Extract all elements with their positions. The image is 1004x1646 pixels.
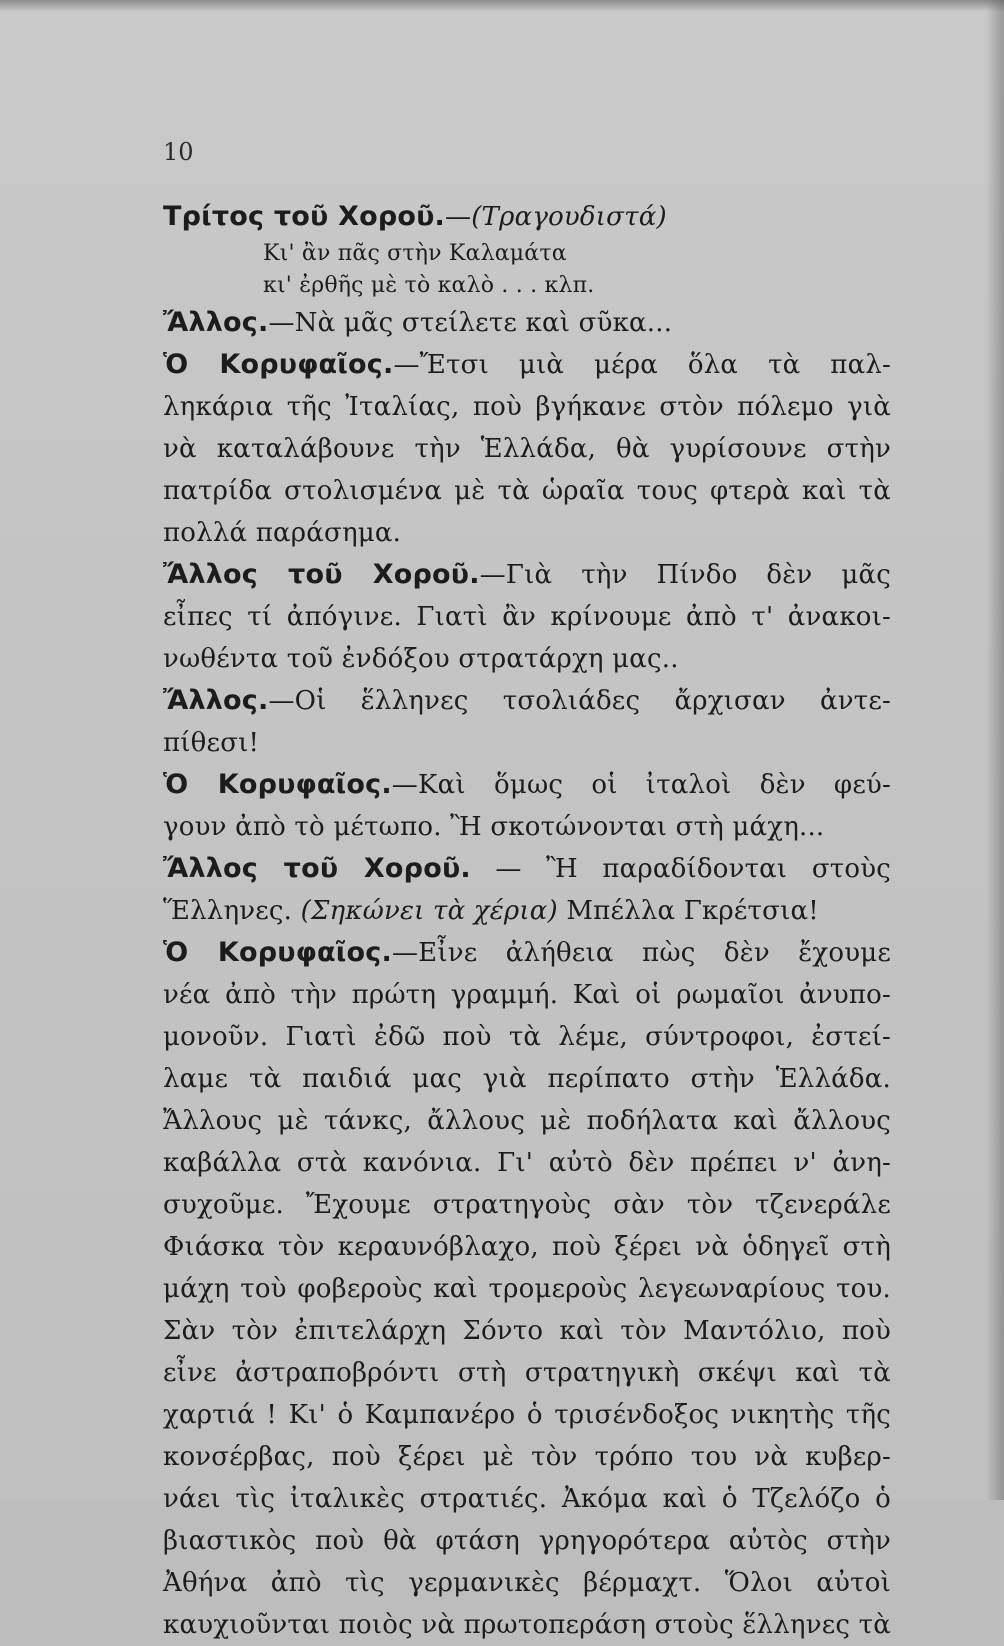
text-line	[163, 270, 891, 302]
text-line	[163, 680, 891, 722]
text-line	[163, 1310, 891, 1352]
line-text: μονοῦν. Γιατὶ ἐδῶ ποὺ τὰ λέμε, σύντροφοι, ἐστεί-	[163, 1022, 891, 1052]
line-text: νάει τὶς ἰταλικὲς στρατιές. Ἀκόμα καὶ ὁ Τζελόζο ὁ	[163, 1484, 891, 1514]
text-line	[163, 1268, 891, 1310]
speaker-name: Τρίτος τοῦ Χοροῦ.	[163, 201, 445, 232]
text-line	[163, 722, 891, 764]
line-text: πατρίδα στολισμένα μὲ τὰ ὡραῖα τους φτερὰ καὶ τὰ	[163, 476, 891, 506]
line-text: εἶπες τί ἀπόγινε. Γιατὶ ἂν κρίνουμε ἀπὸ τ' ἀνακοι-	[163, 602, 891, 632]
line-text: —Γιὰ τὴν Πίνδο δὲν μᾶς	[479, 560, 891, 590]
text-line	[163, 1604, 891, 1646]
text-line	[163, 890, 891, 932]
text-line	[163, 638, 891, 680]
line-text: χαρτιά ! Κι' ὁ Καμπανέρο ὁ τρισένδοξος νικητὴς τῆς	[163, 1400, 891, 1430]
text-line	[163, 1352, 891, 1394]
line-text: μάχη τοὺ φοβεροὺς καὶ τρομεροὺς λεγεωναρίους του.	[163, 1274, 891, 1304]
line-text: —Καὶ ὅμως οἱ ἰταλοὶ δὲν φεύ-	[391, 770, 891, 800]
text-line	[163, 1478, 891, 1520]
line-text: νέα ἀπὸ τὴν πρώτη γραμμή. Καὶ οἱ ρωμαῖοι ἀνυπο-	[163, 980, 891, 1010]
text-line	[163, 554, 891, 596]
text-line	[163, 764, 891, 806]
text-line	[163, 344, 891, 386]
text-line	[163, 932, 891, 974]
text-line	[163, 1142, 891, 1184]
text-line	[163, 386, 891, 428]
text-line	[163, 1436, 891, 1478]
text-line	[163, 512, 891, 554]
line-text: πολλά παράσημα.	[163, 518, 402, 548]
line-text: εἶνε ἀστραποβρόντι στὴ στρατηγικὴ σκέψι καὶ τὰ	[163, 1358, 891, 1388]
line-text: πίθεσι!	[163, 728, 260, 758]
line-text: —Οἱ ἕλληνες τσολιάδες ἄρχισαν ἀντε-	[268, 686, 891, 716]
text-line	[163, 428, 891, 470]
text-line	[163, 1226, 891, 1268]
text-line	[163, 1562, 891, 1604]
line-text: καυχιοῦνται ποιὸς νὰ πρωτοπεράση στοὺς ἕλληνες τὰ	[163, 1610, 891, 1640]
speaker-name: Ἄλλος.	[163, 307, 269, 338]
speaker-name: Ἄλλος.	[163, 685, 269, 716]
text-line	[163, 848, 891, 890]
text-line	[163, 1058, 891, 1100]
text-line	[163, 1100, 891, 1142]
line-text: —	[445, 202, 472, 232]
line-text: Μπέλλα Γκρέτσια!	[557, 896, 819, 926]
text-line	[163, 470, 891, 512]
text-line	[163, 238, 891, 270]
line-text: γουν ἀπὸ τὸ μέτωπο. Ἢ σκοτώνονται στὴ μάχη...	[163, 812, 825, 842]
text-line	[163, 806, 891, 848]
text-line	[163, 1016, 891, 1058]
page-top-shadow	[0, 0, 1004, 12]
line-text: νωθέντα τοῦ ἐνδόξου στρατάρχη μας..	[163, 644, 679, 674]
line-text: Σὰν τὸν ἐπιτελάρχη Σόντο καὶ τὸν Μαντόλιο, ποὺ	[163, 1316, 891, 1346]
text-line	[163, 1520, 891, 1562]
body-text	[163, 196, 891, 1646]
page-number: 10	[163, 138, 194, 166]
text-line	[163, 302, 891, 344]
speaker-name: Ὁ Κορυφαῖος.	[163, 769, 392, 800]
text-line	[163, 1394, 891, 1436]
line-text: Φιάσκα τὸν κεραυνόβλαχο, ποὺ ξέρει νὰ ὁδηγεῖ στὴ	[163, 1232, 891, 1262]
line-text: ληκάρια τῆς Ἰταλίας, ποὺ βγήκανε στὸν πόλεμο γιὰ	[163, 392, 891, 422]
line-text: καβάλλα στὰ κανόνια. Γι' αὐτὸ δὲν πρέπει ν' ἀνη-	[163, 1148, 891, 1178]
line-text: λαμε τὰ παιδιά μας γιὰ περίπατο στὴν Ἑλλάδα.	[163, 1064, 891, 1094]
line-text: βιαστικὸς ποὺ θὰ φτάση γρηγορότερα αὐτὸς στὴν	[163, 1526, 891, 1556]
speaker-name: Ὁ Κορυφαῖος.	[163, 349, 394, 380]
line-text: —Εἶνε ἀλήθεια πὼς δὲν ἔχουμε	[391, 938, 891, 968]
line-text: κι' ἐρθῆς μὲ τὸ καλὸ . . . κλπ.	[263, 273, 595, 298]
stage-direction: (Σηκώνει τὰ χέρια)	[300, 896, 558, 926]
speaker-name: Ἄλλος τοῦ Χοροῦ.	[163, 853, 471, 884]
line-text: κονσέρβας, ποὺ ξέρει μὲ τὸν τρόπο του νὰ κυβερ-	[163, 1442, 891, 1472]
line-text: Ἕλληνες.	[163, 896, 301, 926]
line-text: — Ἢ παραδίδονται στοὺς	[470, 854, 891, 884]
line-text: Κι' ἂν πᾶς στὴν Καλαμάτα	[263, 241, 567, 266]
line-text: νὰ καταλάβουνε τὴν Ἑλλάδα, θὰ γυρίσουνε στὴν	[163, 434, 891, 464]
text-line	[163, 196, 891, 238]
speaker-name: Ὁ Κορυφαῖος.	[163, 937, 392, 968]
speaker-name: Ἄλλος τοῦ Χοροῦ.	[163, 559, 480, 590]
line-text: —Νὰ μᾶς στείλετε καὶ σῦκα...	[268, 308, 673, 338]
line-text: Ἀθήνα ἀπὸ τὶς γερμανικὲς βέρμαχτ. Ὅλοι αὐτοὶ	[163, 1568, 891, 1598]
line-text: Ἄλλους μὲ τάνκς, ἄλλους μὲ ποδήλατα καὶ ἄλλους	[163, 1106, 891, 1136]
line-text: συχοῦμε. Ἔχουμε στρατηγοὺς σὰν τὸν τζενεράλε	[163, 1190, 891, 1220]
text-line	[163, 1184, 891, 1226]
stage-direction: (Τραγουδιστά)	[471, 202, 667, 232]
page-right-shadow	[986, 0, 1004, 1500]
text-line	[163, 596, 891, 638]
line-text: —Ἔτσι μιὰ μέρα ὅλα τὰ παλ-	[393, 350, 892, 380]
text-line	[163, 974, 891, 1016]
